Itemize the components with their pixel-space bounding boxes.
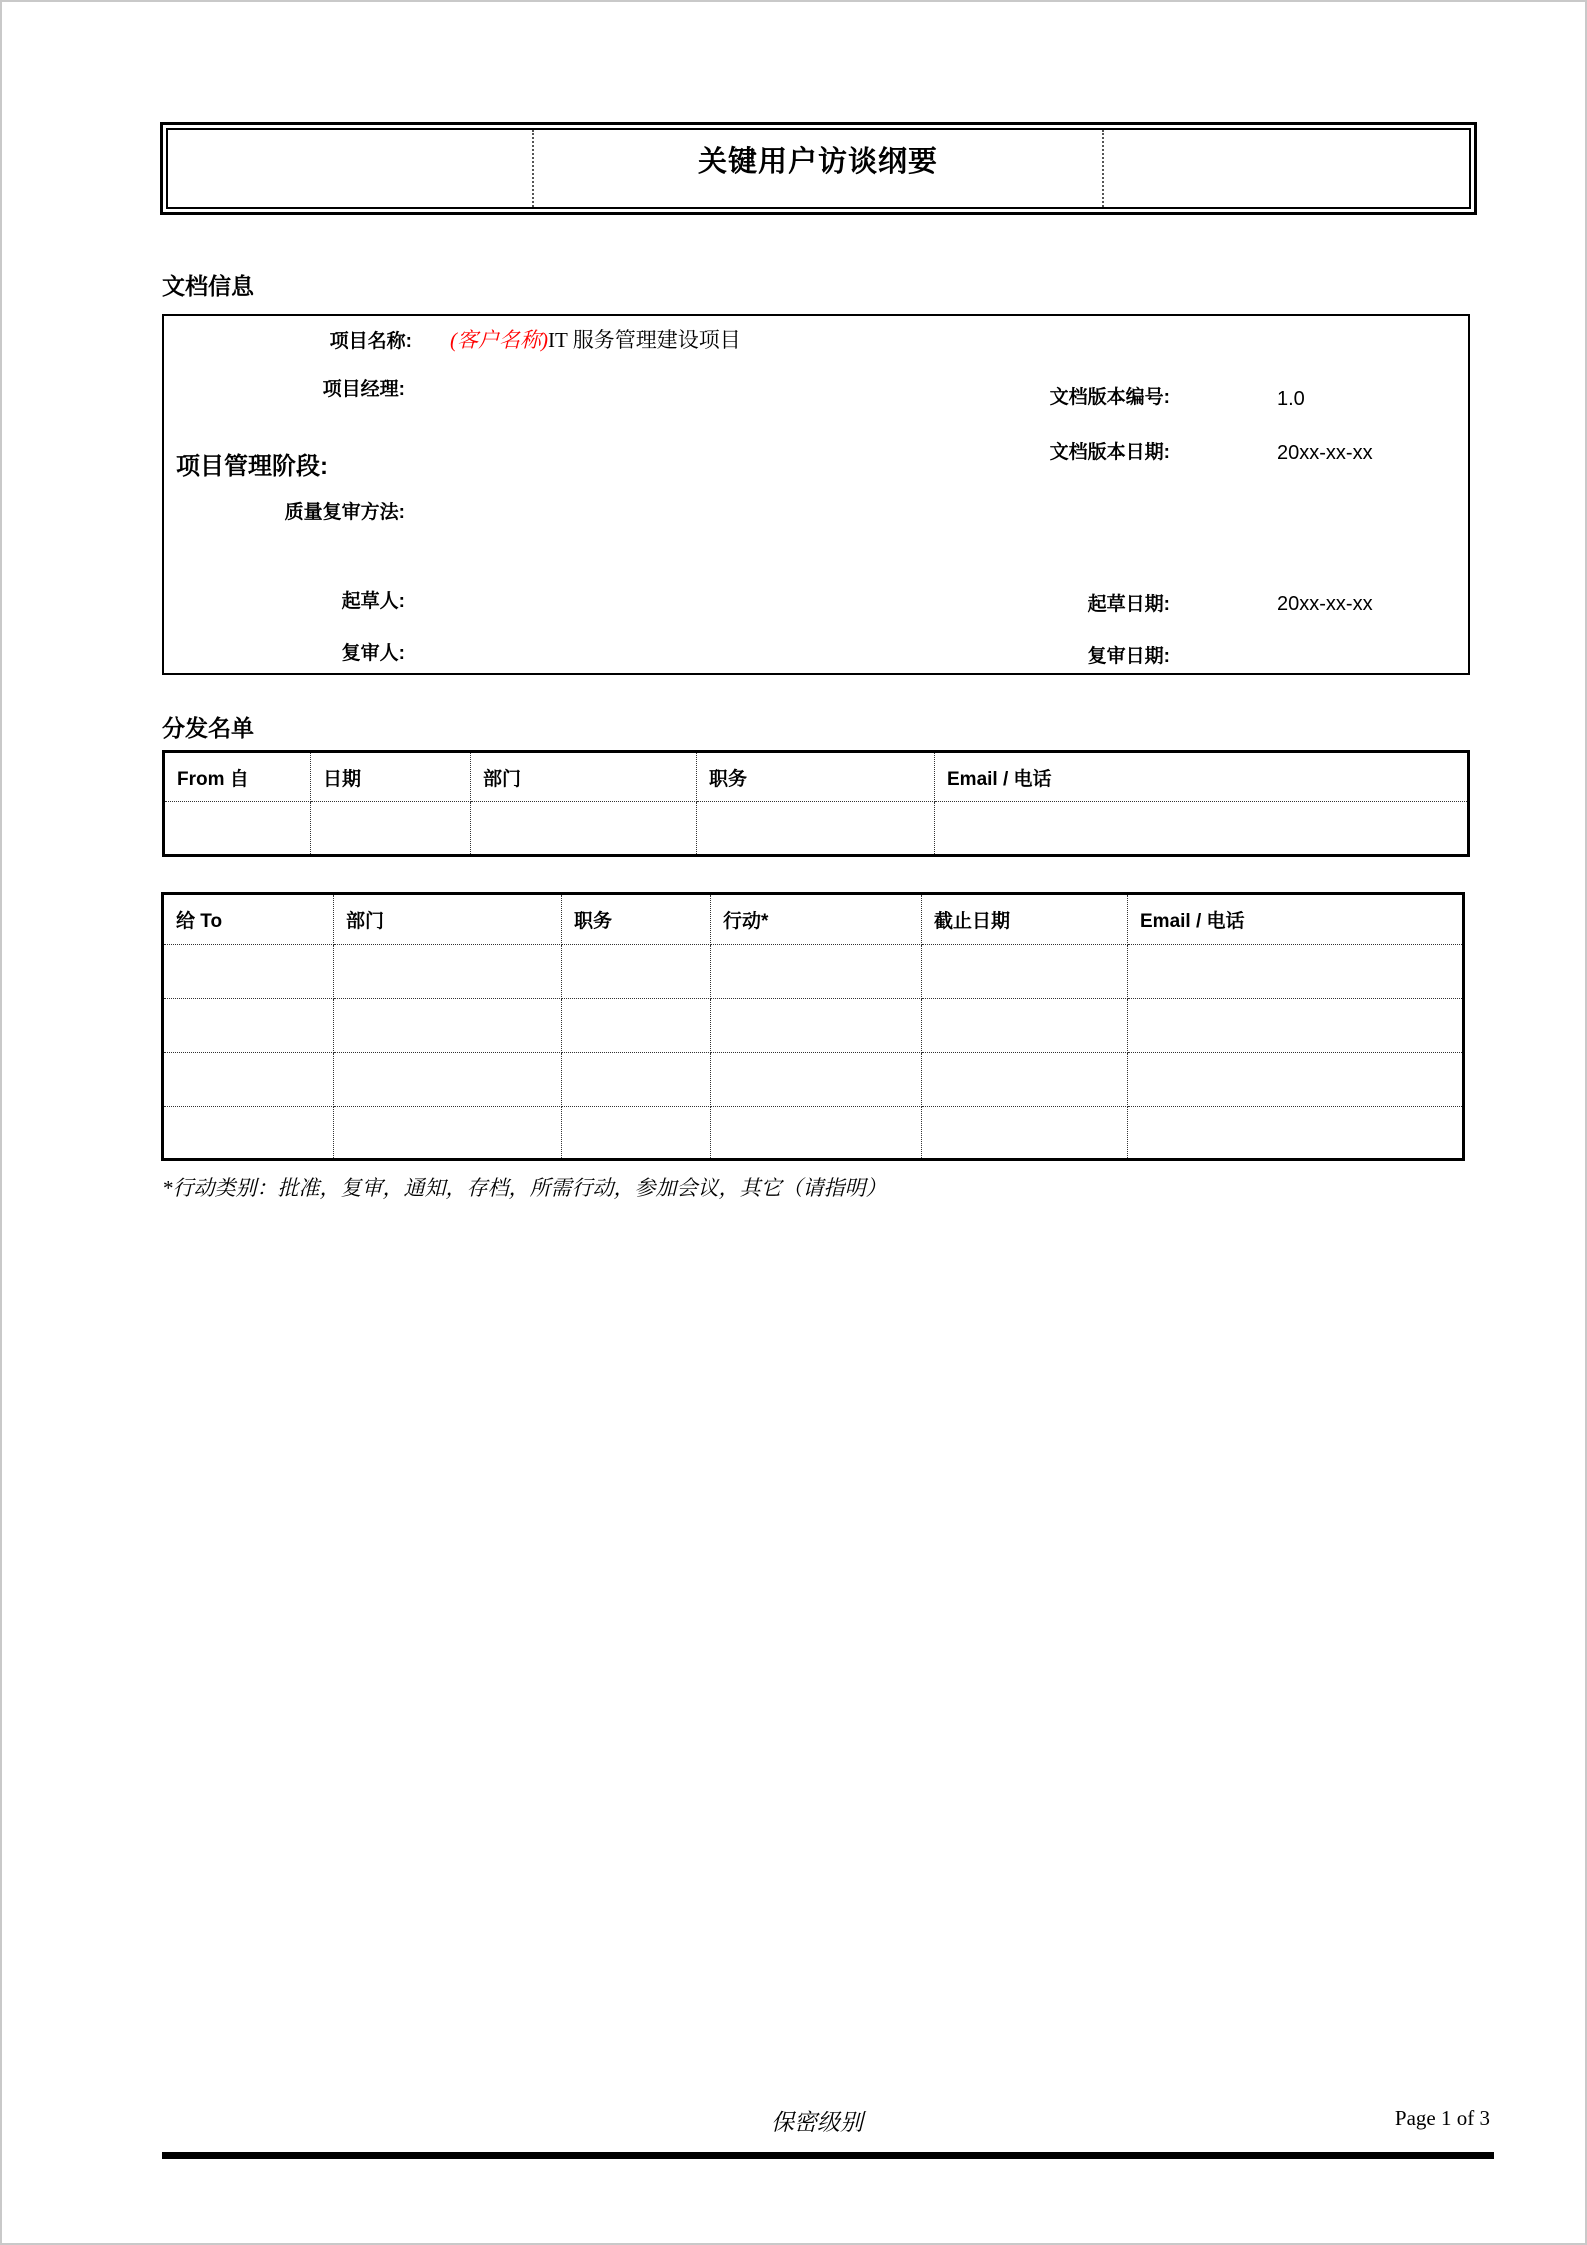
project-name-rest: IT 服务管理建设项目 (548, 328, 741, 352)
to-table-cell[interactable] (334, 999, 562, 1053)
to-table-header-position: 职务 (562, 895, 711, 945)
draft-date-label: 起草日期: (1087, 594, 1170, 615)
reviewer-label: 复审人: (341, 643, 405, 664)
action-category-footnote: *行动类别：批准，复审，通知，存档，所需行动，参加会议，其它（请指明） (162, 1176, 887, 1200)
to-table-cell[interactable] (562, 1107, 711, 1158)
from-table-header-from: From 自 (165, 753, 311, 802)
doc-version-value: 1.0 (1277, 388, 1305, 410)
to-table-header-email: Email / 电话 (1128, 895, 1462, 945)
doc-version-date-label: 文档版本日期: (1049, 442, 1170, 463)
distribution-heading: 分发名单 (162, 715, 254, 741)
to-table-cell[interactable] (334, 1053, 562, 1107)
header-cell-title (532, 130, 1104, 207)
review-date-label: 复审日期: (1087, 646, 1170, 667)
to-table-cell[interactable] (711, 999, 922, 1053)
from-table-cell[interactable] (311, 802, 471, 854)
from-table-cell[interactable] (471, 802, 697, 854)
project-name-label: 项目名称: (329, 331, 412, 352)
to-table-cell[interactable] (1128, 1053, 1462, 1107)
to-table-header-department: 部门 (334, 895, 562, 945)
header-banner (160, 122, 1477, 215)
to-table-cell[interactable] (164, 945, 334, 999)
to-table-cell[interactable] (334, 945, 562, 999)
project-manager-label: 项目经理: (322, 379, 405, 400)
pm-phase-label: 项目管理阶段: (176, 453, 328, 480)
project-name-value (450, 324, 741, 354)
to-table-cell[interactable] (164, 1107, 334, 1158)
from-table-header-email: Email / 电话 (935, 753, 1467, 802)
from-table-cell[interactable] (165, 802, 311, 854)
to-table-header-deadline: 截止日期 (922, 895, 1128, 945)
doc-info-heading: 文档信息 (162, 273, 254, 299)
confidentiality-level: 保密级别 (771, 2110, 863, 2135)
draft-date-value: 20xx-xx-xx (1277, 593, 1373, 615)
distribution-to-table (161, 892, 1465, 1161)
client-name-placeholder: (客户名称) (450, 328, 548, 352)
document-title: 关键用户访谈纲要 (697, 146, 938, 178)
from-table-header-position: 职务 (697, 753, 935, 802)
to-table-cell[interactable] (711, 1107, 922, 1158)
from-table-header-department: 部门 (471, 753, 697, 802)
to-table-cell[interactable] (334, 1107, 562, 1158)
footer-rule (162, 2152, 1494, 2159)
to-table-cell[interactable] (922, 1107, 1128, 1158)
to-table-cell[interactable] (922, 999, 1128, 1053)
from-table-cell[interactable] (697, 802, 935, 854)
drafter-label: 起草人: (341, 591, 405, 612)
doc-version-date-value: 20xx-xx-xx (1277, 442, 1373, 464)
quality-review-label: 质量复审方法: (284, 502, 405, 523)
to-table-cell[interactable] (562, 999, 711, 1053)
from-table-cell[interactable] (935, 802, 1467, 854)
to-table-cell[interactable] (1128, 999, 1462, 1053)
page-number: Page 1 of 3 (1394, 2106, 1490, 2130)
from-table-header-date: 日期 (311, 753, 471, 802)
doc-version-label: 文档版本编号: (1049, 387, 1170, 408)
header-cell-right (1104, 130, 1469, 207)
to-table-cell[interactable] (562, 945, 711, 999)
to-table-cell[interactable] (164, 1053, 334, 1107)
distribution-from-table (162, 750, 1470, 857)
to-table-header-action: 行动* (711, 895, 922, 945)
header-banner-inner (166, 128, 1471, 209)
to-table-cell[interactable] (922, 1053, 1128, 1107)
to-table-cell[interactable] (711, 1053, 922, 1107)
to-table-cell[interactable] (1128, 945, 1462, 999)
to-table-cell[interactable] (922, 945, 1128, 999)
to-table-cell[interactable] (711, 945, 922, 999)
to-table-cell[interactable] (1128, 1107, 1462, 1158)
to-table-cell[interactable] (164, 999, 334, 1053)
to-table-header-to: 给 To (164, 895, 334, 945)
doc-info-box (162, 314, 1470, 675)
to-table-cell[interactable] (562, 1053, 711, 1107)
header-cell-left (168, 130, 532, 207)
